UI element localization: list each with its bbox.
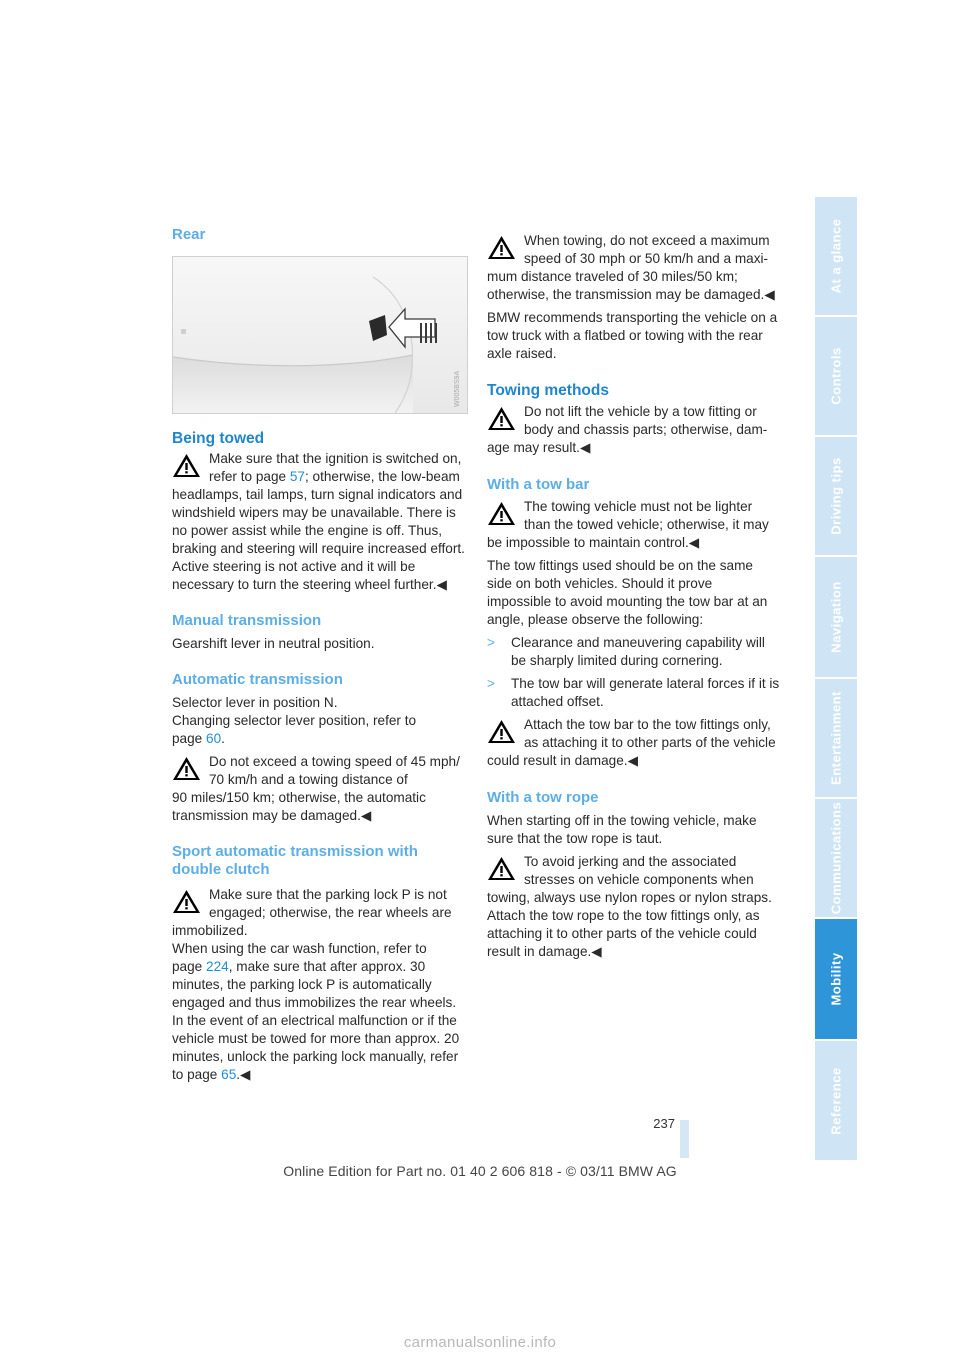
sport-text-b: When using the car wash function, refer to [172,941,427,956]
tow-bar-attach-line2: as attaching it to other parts of the vehicle [524,735,776,750]
being-towed-rest: headlamps, tail lamps, turn signal indicators and windshield wipers may be unavailable. There is no power assist while the engine is off. Thus, braking and steering will require increased effort. Active steering is not active and it will be necessary to turn the steering wheel further.◀ [172,487,465,592]
warning-triangle-icon [487,235,516,260]
towing-methods-warning [487,403,780,457]
tow-rope-heading: With a tow rope [487,789,599,806]
end-mark: ◀ [591,944,602,959]
rear-heading: Rear [172,226,206,243]
tab-reference[interactable]: Reference [815,1041,857,1160]
page-link-65[interactable]: 65 [221,1067,237,1082]
sport-warning [172,886,466,1084]
chapter-tabs [815,197,857,1160]
list-item: > The tow bar will generate lateral forces if it is attached offset. [487,676,780,709]
end-mark: ◀ [579,440,591,455]
warning-triangle-icon [487,719,516,744]
warning-triangle-icon [172,756,201,781]
end-mark: ◀ [360,808,372,823]
sport-text-rest: page 224, make sure that after approx. 30 minutes, the parking lock P is automatically engaged and thus immobilizes the rear wheels. In the event of an electrical malfunction or if the vehicle must be towed for more than approx. 20 minutes, unlock the parking lock manually, refer to page 65.◀ [172,959,460,1082]
page-link-224[interactable]: 224 [206,959,229,974]
manual-transmission-text: Gearshift lever in neutral position. [172,636,375,651]
left-column [172,226,466,1084]
automatic-line2: Changing selector lever position, refer to [172,713,417,728]
sport-warning-line1: Make sure that the parking lock P is not [209,887,447,902]
page-link-57[interactable]: 57 [289,469,305,484]
tow-rope-warning-line1: To avoid jerking and the associated [524,854,737,869]
automatic-warning-rest: 90 miles/150 km; otherwise, the automatic transmission may be damaged.◀ [172,790,426,823]
tow-bar-heading: With a tow bar [487,476,590,493]
tow-bar-warning-line1: The towing vehicle must not be lighter [524,499,753,514]
tow-bar-warning-rest: be impossible to maintain control.◀ [487,535,700,550]
automatic-warning-line1: Do not exceed a towing speed of 45 mph/ [209,754,460,769]
right-column [487,232,780,961]
automatic-warning-line2: 70 km/h and a towing distance of [209,772,408,787]
tow-bar-text: The tow fittings used should be on the same side on both vehicles. Should it prove impossible to avoid mounting the tow bar at an angle, please observe the following: [487,558,768,627]
end-mark: ◀ [688,535,700,550]
bmw-recommends-text: BMW recommends transporting the vehicle on a tow truck with a flatbed or towing with the rear axle raised. [487,310,778,361]
sport-automatic-heading: Sport automatic transmission with double clutch [172,843,418,878]
warning-triangle-icon [172,889,201,914]
tab-communications[interactable]: Communications [815,799,857,917]
automatic-line3: page 60. [172,731,225,746]
tab-entertainment[interactable]: Entertainment [815,679,857,797]
tow-bar-warning-line2: than the towed vehicle; otherwise, it may [524,517,769,532]
towing-speed-line2: speed of 30 mph or 50 km/h and a maxi- [524,251,769,266]
automatic-transmission-heading: Automatic transmission [172,671,343,688]
warning-triangle-icon [487,856,516,881]
tab-mobility[interactable]: Mobility [815,919,857,1039]
page-marker-bar [680,1120,689,1158]
being-towed-warning [172,450,466,594]
towing-methods-rest: age may result.◀ [487,440,591,455]
end-mark: ◀ [764,287,775,302]
towing-speed-rest: mum distance traveled of 30 miles/50 km; otherwise, the transmission may be damaged.◀ [487,269,775,302]
towing-methods-line2: body and chassis parts; otherwise, dam- [524,422,768,437]
sport-warning-line2: engaged; otherwise, the rear wheels are [209,905,452,920]
being-towed-line2: refer to page 57; otherwise, the low-beam [209,469,460,484]
automatic-warning [172,753,466,825]
bullet-marker: > [487,676,495,691]
sport-text-a: immobilized. [172,923,248,938]
warning-triangle-icon [487,406,516,431]
tow-bar-attach-rest: could result in damage.◀ [487,753,639,768]
tab-at-a-glance[interactable]: At a glance [815,197,857,315]
watermark: carmanualsonline.info [403,1334,557,1351]
figure-code: W005BS9A [454,370,461,407]
end-mark: ◀ [436,577,447,592]
end-mark: ◀ [627,753,639,768]
rear-bumper-figure [172,256,468,414]
warning-triangle-icon [487,501,516,526]
page-link-60[interactable]: 60 [206,731,222,746]
tab-navigation[interactable]: Navigation [815,557,857,677]
towing-speed-warning [487,232,780,304]
towing-speed-line1: When towing, do not exceed a maximum [524,233,770,248]
bullet-marker: > [487,635,495,650]
tab-driving-tips[interactable]: Driving tips [815,437,857,555]
tow-bar-warning [487,498,780,552]
tow-rope-warning [487,853,780,961]
being-towed-heading: Being towed [172,430,265,447]
end-mark: ◀ [240,1067,251,1082]
list-item: > Clearance and maneuvering capability will be sharply limited during cornering. [487,635,765,668]
tow-bar-attach-line1: Attach the tow bar to the tow fittings only, [524,717,771,732]
page-number: 237 [653,1116,675,1131]
towing-methods-heading: Towing methods [487,382,609,399]
tow-bar-attach-warning [487,716,780,770]
manual-transmission-heading: Manual transmission [172,612,322,629]
bumper-illustration [173,257,467,413]
towing-methods-line1: Do not lift the vehicle by a tow fitting or [524,404,757,419]
tow-rope-text: When starting off in the towing vehicle, make sure that the tow rope is taut. [487,813,757,846]
tow-rope-warning-rest: towing, always use nylon ropes or nylon straps. Attach the tow rope to the tow fittings only, as attaching it to other parts of the vehicle could result in damage.◀ [487,890,772,959]
automatic-line1: Selector lever in position N. [172,695,338,710]
warning-triangle-icon [172,453,201,478]
tab-controls[interactable]: Controls [815,317,857,435]
footer-text: Online Edition for Part no. 01 40 2 606 818 - © 03/11 BMW AG [283,1163,677,1179]
tow-rope-warning-line2: stresses on vehicle components when [524,872,754,887]
being-towed-line1: Make sure that the ignition is switched on, [209,451,462,466]
